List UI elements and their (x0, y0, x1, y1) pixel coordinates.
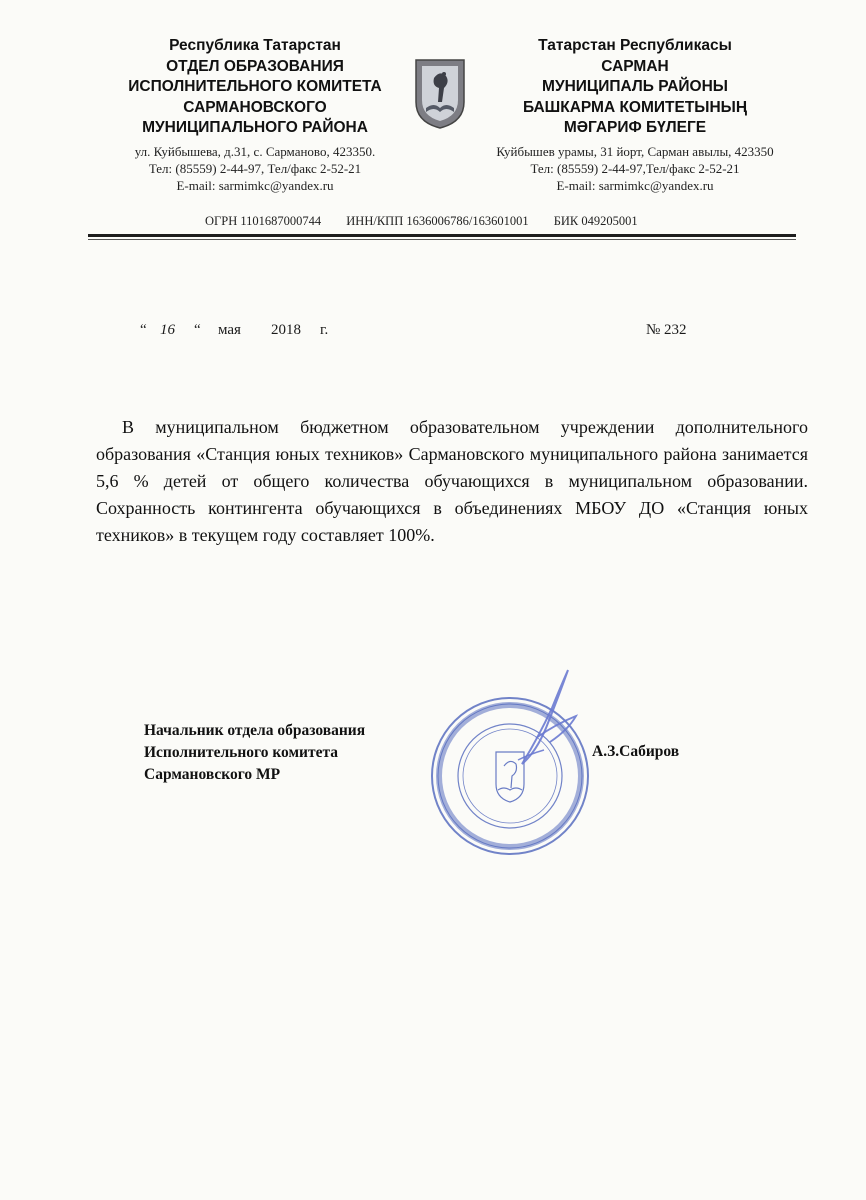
header-left-line: Республика Татарстан (169, 37, 341, 54)
header-right-line: Татарстан Республикасы (538, 37, 732, 54)
signature-title-line: Сармановского МР (144, 766, 281, 783)
signature-title-line: Начальник отдела образования (144, 722, 366, 739)
date-year-suffix: г. (320, 322, 329, 338)
document-number: № 232 (646, 322, 687, 338)
header-right (470, 36, 800, 194)
header-left-email: E-mail: sarmimkc@yandex.ru (176, 177, 334, 193)
body-paragraph: В муниципальном бюджетном образовательном учреждении дополнительного образования «Станция юных техников» Сармановского муниципального района занимается 5,6 % детей от общего количества обучающихся в муниципальном образовании. Сохранность контингента обучающихся в объединениях МБОУ ДО «Станция юных техников» в текущем году составляет 100%. (96, 417, 808, 545)
date-close-quote: “ (194, 322, 201, 338)
header-right-phone: Тел: (85559) 2-44-97,Тел/факс 2-52-21 (530, 160, 740, 176)
ogrn: ОГРН 1101687000744 (205, 214, 322, 228)
header-right-line: МУНИЦИПАЛЬ РАЙОНЫ (542, 78, 728, 95)
header-left (100, 36, 410, 194)
official-stamp (418, 668, 614, 868)
header-divider-thin (88, 239, 796, 240)
header-right-email: E-mail: sarmimkc@yandex.ru (556, 177, 714, 193)
header-right-line: САРМАН (601, 57, 669, 75)
header-left-line: МУНИЦИПАЛЬНОГО РАЙОНА (142, 119, 368, 136)
signature-title-line: Исполнительного комитета (144, 744, 339, 761)
header-right-line: МӘГАРИФ БҮЛЕГЕ (563, 119, 707, 136)
date-year: 2018 (271, 322, 301, 338)
header-left-address: ул. Куйбышева, д.31, с. Сарманово, 423350. (134, 143, 376, 159)
header-right-address: Куйбышев урамы, 31 йорт, Сарман авылы, 423350 (496, 143, 774, 159)
date-month: мая (218, 322, 241, 338)
bik: БИК 049205001 (553, 214, 638, 228)
signature-title (144, 720, 365, 786)
date-open-quote: “ (140, 322, 147, 338)
date-day: 16 (160, 322, 175, 338)
header-right-line: БАШКАРМА КОМИТЕТЫНЫҢ (522, 98, 748, 116)
header-left-phone: Тел: (85559) 2-44-97, Тел/факс 2-52-21 (148, 160, 362, 176)
header-left-line: САРМАНОВСКОГО (183, 98, 327, 116)
header-left-line: ОТДЕЛ ОБРАЗОВАНИЯ (166, 57, 344, 75)
header-left-line: ИСПОЛНИТЕЛЬНОГО КОМИТЕТА (128, 78, 382, 95)
signatory-name: А.З.Сабиров (592, 743, 680, 760)
coat-of-arms-icon (414, 58, 466, 130)
header-divider (88, 234, 796, 237)
inn-kpp: ИНН/КПП 1636006786/163601001 (346, 214, 529, 228)
letter-body (96, 414, 808, 549)
registration-line (205, 214, 705, 229)
